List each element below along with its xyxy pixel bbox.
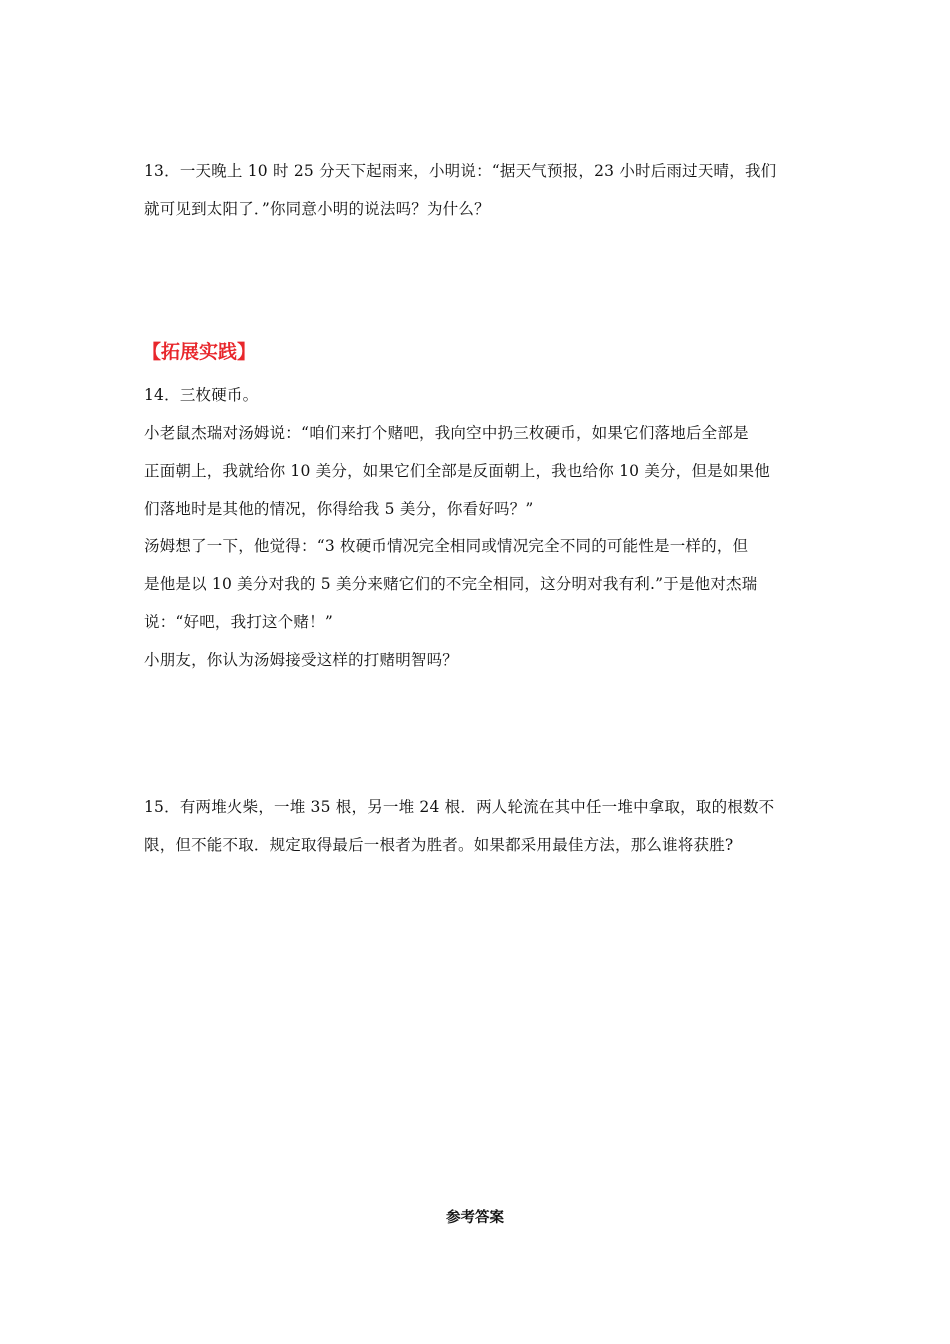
question-15-line-2: 限，但不能不取．规定取得最后一根者为胜者。如果都采用最佳方法，那么谁将获胜? <box>144 836 734 854</box>
question-14-line-8: 小朋友，你认为汤姆接受这样的打赌明智吗？ <box>144 651 459 669</box>
question-13-line-1: 13．一天晚上 10 时 25 分天下起雨来，小明说：“据天气预报，23 小时后雨过天晴，我们 <box>144 162 777 180</box>
question-13-line-2: 就可见到太阳了．”你同意小明的说法吗？为什么？ <box>144 200 490 218</box>
section-title-extension-practice: 【拓展实践】 <box>142 341 257 363</box>
answers-heading: 参考答案 <box>446 1210 504 1226</box>
question-14-line-1: 14．三枚硬币。 <box>144 386 259 404</box>
question-14-line-3: 正面朝上，我就给你 10 美分，如果它们全部是反面朝上，我也给你 10 美分，但是如果他 <box>144 462 770 480</box>
question-14-line-2: 小老鼠杰瑞对汤姆说：“咱们来打个赌吧，我向空中扔三枚硬币，如果它们落地后全部是 <box>144 424 749 442</box>
question-14-line-6: 是他是以 10 美分对我的 5 美分来赌它们的不完全相同，这分明对我有利.”于是他对杰瑞 <box>144 575 758 593</box>
question-15-line-1: 15．有两堆火柴，一堆 35 根，另一堆 24 根．两人轮流在其中任一堆中拿取，取的根数不 <box>144 798 775 816</box>
question-14-line-5: 汤姆想了一下，他觉得：“3 枚硬币情况完全相同或情况完全不同的可能性是一样的，但 <box>144 537 749 555</box>
question-14-line-7: 说：“好吧，我打这个赌！” <box>144 613 333 631</box>
question-14-line-4: 们落地时是其他的情况，你得给我 5 美分，你看好吗？” <box>144 500 534 518</box>
